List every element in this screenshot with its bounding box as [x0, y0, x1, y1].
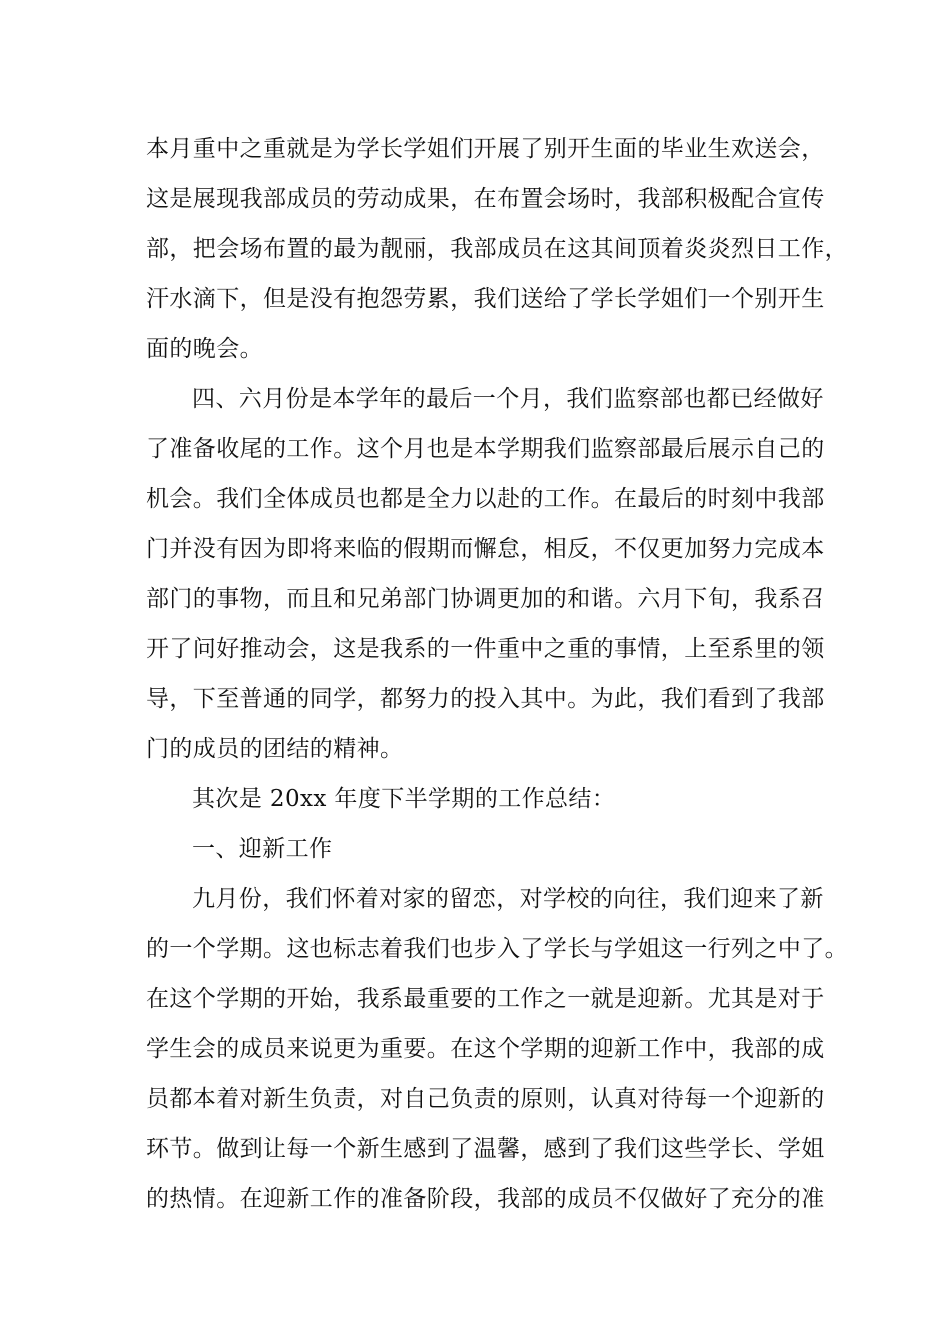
- text-line: 的一个学期。这也标志着我们也步入了学长与学姐这一行列之中了。: [146, 936, 848, 962]
- text-line: 了准备收尾的工作。这个月也是本学期我们监察部最后展示自己的: [146, 436, 825, 462]
- text-line: 员都本着对新生负责，对自己负责的原则，认真对待每一个迎新的: [146, 1086, 825, 1112]
- text-line: 本月重中之重就是为学长学姐们开展了别开生面的毕业生欢送会，: [146, 136, 825, 162]
- text-line: 这是展现我部成员的劳动成果，在布置会场时，我部积极配合宣传: [146, 186, 825, 212]
- paragraph-start-line: 四、六月份是本学年的最后一个月，我们监察部也都已经做好: [192, 386, 824, 412]
- text-line: 的热情。在迎新工作的准备阶段，我部的成员不仅做好了充分的准: [146, 1186, 825, 1212]
- section-intro-line: 其次是 20xx 年度下半学期的工作总结：: [192, 786, 616, 812]
- text-line: 在这个学期的开始，我系最重要的工作之一就是迎新。尤其是对于: [146, 986, 825, 1012]
- text-line: 门并没有因为即将来临的假期而懈怠，相反，不仅更加努力完成本: [146, 536, 825, 562]
- paragraph-start-line: 九月份，我们怀着对家的留恋，对学校的向往，我们迎来了新: [192, 886, 824, 912]
- document-body: [146, 124, 848, 1224]
- text-line: 汗水滴下，但是没有抱怨劳累，我们送给了学长学姐们一个别开生: [146, 286, 825, 312]
- text-line: 导，下至普通的同学，都努力的投入其中。为此，我们看到了我部: [146, 686, 825, 712]
- text-line: 开了问好推动会，这是我系的一件重中之重的事情，上至系里的领: [146, 636, 825, 662]
- text-line: 面的晚会。: [146, 336, 263, 362]
- text-line: 部，把会场布置的最为靓丽，我部成员在这其间顶着炎炎烈日工作，: [146, 236, 848, 262]
- text-line: 门的成员的团结的精神。: [146, 736, 404, 762]
- text-line: 机会。我们全体成员也都是全力以赴的工作。在最后的时刻中我部: [146, 486, 825, 512]
- text-line: 部门的事物，而且和兄弟部门协调更加的和谐。六月下旬，我系召: [146, 586, 825, 612]
- text-line: 学生会的成员来说更为重要。在这个学期的迎新工作中，我部的成: [146, 1036, 825, 1062]
- text-line: 环节。做到让每一个新生感到了温馨，感到了我们这些学长、学姐: [146, 1136, 825, 1162]
- section-heading: 一、迎新工作: [192, 836, 333, 862]
